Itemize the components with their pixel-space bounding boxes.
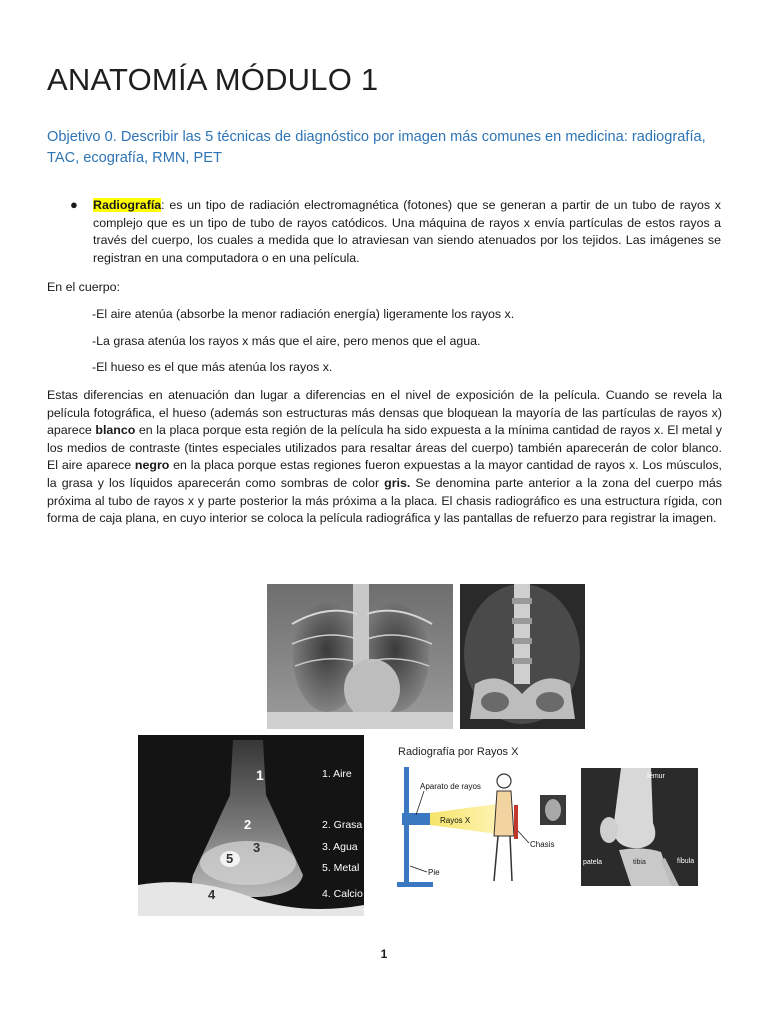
flask-number: 2: [244, 817, 252, 832]
radiography-diagram: [394, 741, 574, 891]
density-flask-image: [138, 735, 364, 916]
page-number: 1: [380, 947, 388, 961]
paragraph-bold: blanco: [95, 423, 136, 438]
density-label-calcium: 4. Calcio: [322, 888, 363, 900]
bullet-icon: ●: [70, 197, 78, 212]
body-line-fat: -La grasa atenúa los rayos x más que el aire, pero menos que el agua.: [92, 334, 481, 348]
flask-number: 1: [256, 767, 264, 783]
abdomen-xray-image: [460, 584, 585, 729]
knee-label-femur: fémur: [647, 773, 665, 780]
bullet-text: [93, 197, 721, 267]
knee-label-patella: patela: [583, 859, 603, 866]
density-label-metal: 5. Metal: [322, 862, 360, 874]
page-title: ANATOMÍA MÓDULO 1: [47, 62, 379, 97]
density-label-air: 1. Aire: [322, 768, 352, 780]
stand-pole: [404, 767, 409, 885]
paragraph-bold: gris.: [384, 475, 411, 490]
paragraph-text: en la placa porque esta región de la película ha sido expuesta a la mínima cantidad de rayos x. El metal y los medios de contraste (tintes especiales utilizados para resaltar áreas del cuerpo) también aparecerán de color blanco. El aire aparece: [47, 423, 722, 473]
knee-label-fibula: fíbula: [677, 858, 695, 865]
body-line-bone: -El hueso es el que más atenúa los rayos x.: [92, 360, 333, 374]
flask-number: 3: [253, 840, 261, 855]
density-label-water: 3. Agua: [322, 841, 358, 853]
flask-number: 5: [226, 851, 234, 866]
flask-number: 4: [208, 887, 216, 902]
body-line-air: -El aire atenúa (absorbe la menor radiación energía) ligeramente los rayos x.: [92, 307, 515, 321]
paragraph-text: Estas diferencias en atenuación dan lugar a diferencias en el nivel de exposición de la película. Cuando se revela la película fotográfica, el hueso (además son estructuras más densas que bloquean la mayoría de las partículas de rayos x) aparece: [47, 388, 722, 438]
density-label-fat: 2. Grasa: [322, 819, 363, 831]
diagram-label-pie: Pie: [428, 868, 440, 877]
stand-base: [397, 882, 433, 887]
diagram-title: Radiografía por Rayos X: [398, 746, 519, 758]
paragraph-bold: negro: [134, 458, 170, 473]
bullet-definition: : es un tipo de radiación electromagnética (fotones) que se generan a partir de un tubo de rayos x complejo que es un tipo de tubo de rayos catódicos. Una máquina de rayos x envía partículas de estos rayos a través del cuerpo, los cuales a medida que lo atraviesan van siendo atenuados por los tejidos. Las imágenes se registran en una computadora o en una película.: [93, 198, 721, 265]
diagram-label-chasis: Chasis: [530, 840, 555, 849]
diagram-label-apparatus: Aparato de rayos: [420, 782, 481, 791]
objective-heading: Objetivo 0. Describir las 5 técnicas de diagnóstico por imagen más comunes en medicina: radiografía, TAC, ecografía, RMN, PET: [47, 129, 706, 166]
paragraph-text: Se denomina parte anterior a la zona del cuerpo más próxima al tubo de rayos x y parte posterior la más próxima a la placa. El chasis radiográfico es una estructura rígida, con forma de caja plana, en cuyo interior se coloca la película radiográfica y las pantallas de refuerzo para registrar la imagen.: [47, 475, 722, 526]
knee-label-tibia: tibia: [633, 859, 646, 866]
body-heading: En el cuerpo:: [47, 280, 121, 294]
diagram-label-rays: Rayos X: [440, 816, 471, 825]
paragraph-text: en la placa porque estas regiones fueron expuestas a la mayor cantidad de rayos x. Los músculos, la grasa y los líquidos aparecerán como sombras de color: [47, 458, 722, 490]
highlighted-term: Radiografía: [93, 198, 162, 212]
chasis-plate: [514, 805, 518, 839]
knee-xray-image: [581, 768, 698, 886]
chest-xray-image: [267, 584, 453, 729]
attenuation-paragraph: [47, 387, 722, 528]
